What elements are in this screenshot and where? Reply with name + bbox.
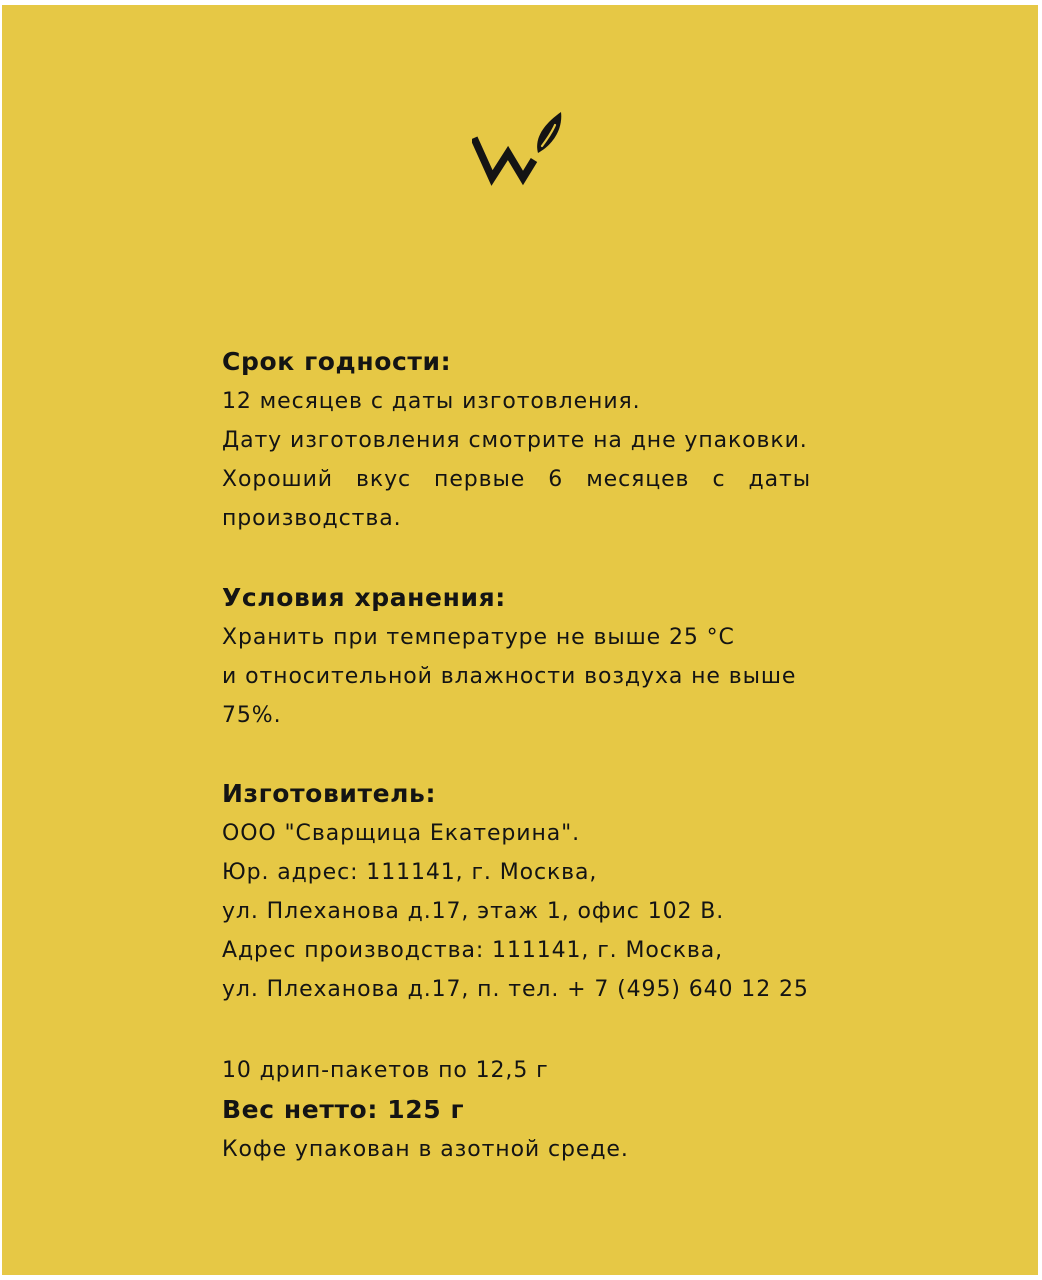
shelf-life-section	[222, 342, 811, 538]
storage-line: и относительной влажности воздуха не выше	[222, 664, 797, 689]
w-leaf-logo-icon	[472, 108, 564, 186]
shelf-life-line: Дату изготовления смотрите на дне упаковки.	[222, 428, 808, 453]
manufacturer-heading: Изготовитель:	[222, 779, 437, 808]
manufacturer-section	[222, 774, 811, 1009]
package-count: 10 дрип-пакетов по 12,5 г	[222, 1058, 549, 1083]
package-note: Кофе упакован в азотной среде.	[222, 1137, 629, 1162]
storage-heading: Условия хранения:	[222, 583, 506, 612]
section-spacer	[222, 538, 811, 578]
storage-line: Хранить при температуре не выше 25 °C	[222, 625, 735, 650]
manufacturer-line: ул. Плеханова д.17, этаж 1, офис 102 В.	[222, 899, 725, 924]
manufacturer-line: Юр. адрес: 111141, г. Москва,	[222, 860, 598, 885]
product-info	[222, 342, 811, 1169]
section-spacer	[222, 735, 811, 774]
shelf-life-line: производства.	[222, 506, 402, 531]
package-section	[222, 1051, 811, 1169]
manufacturer-line: Адрес производства: 111141, г. Москва,	[222, 938, 724, 963]
shelf-life-heading: Срок годности:	[222, 347, 452, 376]
label-panel	[2, 5, 1038, 1275]
manufacturer-line: ул. Плеханова д.17, п. тел. + 7 (495) 640 12 25	[222, 977, 809, 1002]
shelf-life-line: Хороший вкус первые 6 месяцев с даты	[222, 467, 811, 492]
net-weight: Вес нетто: 125 г	[222, 1095, 465, 1124]
storage-line: 75%.	[222, 703, 282, 728]
section-spacer	[222, 1009, 811, 1051]
shelf-life-line: 12 месяцев с даты изготовления.	[222, 389, 641, 414]
storage-section	[222, 578, 811, 735]
manufacturer-line: ООО "Сварщица Екатерина".	[222, 821, 581, 846]
